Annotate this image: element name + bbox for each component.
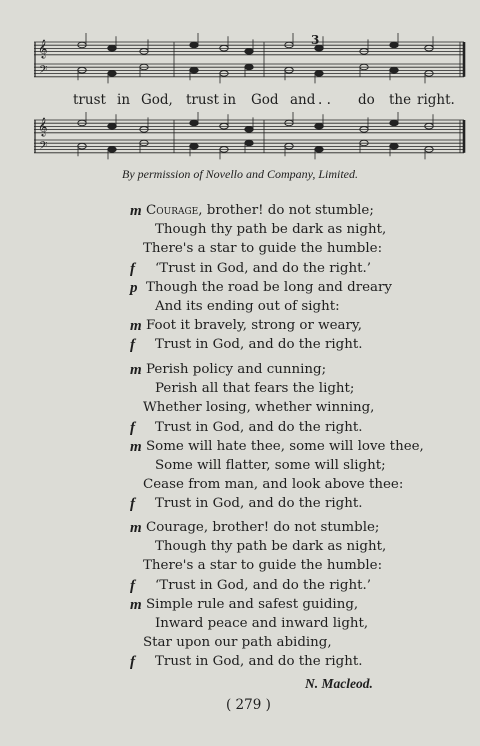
verse-line	[155, 539, 386, 555]
notehead	[245, 127, 253, 133]
verse-line	[155, 458, 386, 474]
measure-number: 3	[311, 33, 320, 47]
verse-line	[155, 616, 368, 632]
notehead	[245, 140, 253, 146]
verse-text: Though the road be long and dreary	[146, 280, 392, 295]
notehead	[108, 45, 116, 51]
lyric-word: . .	[318, 92, 331, 108]
bass-clef-icon: 𝄢	[39, 64, 48, 79]
verse-line	[155, 381, 354, 397]
verse-text: Whether losing, whether winning,	[143, 400, 375, 415]
lyric-word: in	[117, 92, 131, 108]
verse-line	[146, 203, 374, 219]
verse-line	[155, 578, 371, 594]
dynamic-mark: f	[130, 420, 135, 436]
verse-text: Cease from man, and look above thee:	[143, 477, 404, 492]
dynamic-mark: f	[130, 496, 135, 512]
dynamic-mark: m	[130, 520, 142, 536]
verse-text: Some will hate thee, some will love thee,	[146, 439, 424, 454]
verse-line	[155, 222, 386, 238]
verse-text: Star upon our path abiding,	[143, 635, 332, 650]
notehead	[190, 42, 198, 48]
verse-text: ‘Trust in God, and do the right.’	[155, 261, 372, 276]
verse-text: Some will flatter, some will slight;	[155, 458, 386, 473]
lyric-word: and	[290, 92, 316, 108]
notehead	[108, 123, 116, 129]
verse-text: There's a star to guide the humble:	[143, 558, 383, 573]
notehead	[315, 147, 323, 153]
verse-text: Foot it bravely, strong or weary,	[146, 318, 362, 333]
verse-text: And its ending out of sight:	[155, 299, 340, 314]
lyric-word: trust	[73, 92, 106, 108]
dynamic-mark: m	[130, 318, 142, 334]
verse-line	[155, 654, 363, 670]
verse-line	[146, 439, 424, 455]
lyric-word: do	[358, 92, 375, 108]
notehead	[245, 64, 253, 70]
verse-line	[143, 635, 332, 651]
verse-line	[155, 496, 363, 512]
notehead	[390, 120, 398, 126]
verse-text: brother! do not stumble;	[202, 203, 374, 218]
treble-clef-icon: 𝄞	[38, 117, 48, 136]
verse-text: Trust in God, and do the right.	[155, 654, 363, 669]
lyric-word: trust	[186, 92, 219, 108]
verse-text: Trust in God, and do the right.	[155, 496, 363, 511]
dynamic-mark: m	[130, 439, 142, 455]
music-staff-upper	[34, 30, 468, 90]
bass-clef-icon: 𝄢	[39, 140, 48, 155]
notehead	[190, 120, 198, 126]
verse-text: Though thy path be dark as night,	[155, 222, 387, 237]
verse-text: Courage, brother! do not stumble;	[146, 520, 380, 535]
verse-line	[155, 337, 363, 353]
notehead	[390, 67, 398, 73]
dynamic-mark: f	[130, 654, 135, 670]
verse-line	[146, 318, 362, 334]
lyric-word: right.	[417, 92, 455, 108]
verse-text: Though thy path be dark as night,	[155, 539, 387, 554]
lyric-word: the	[389, 92, 412, 108]
notehead	[108, 71, 116, 77]
music-staff-lower	[34, 112, 468, 164]
verse-line	[146, 362, 326, 378]
dynamic-mark: f	[130, 261, 135, 277]
permission-note: By permission of Novello and Company, Limited.	[122, 167, 358, 181]
verse-line	[143, 477, 403, 493]
notehead	[108, 147, 116, 153]
notehead	[390, 42, 398, 48]
verse-text: Trust in God, and do the right.	[155, 337, 363, 352]
author-credit: N. Macleod.	[305, 676, 373, 691]
verse-line	[155, 261, 371, 277]
notehead	[190, 143, 198, 149]
verse-text: Trust in God, and do the right.	[155, 420, 363, 435]
verse-text: Perish all that fears the light;	[155, 381, 355, 396]
notehead	[245, 49, 253, 55]
lyric-word: God,	[141, 92, 173, 108]
verse-line	[143, 558, 382, 574]
treble-clef-icon: 𝄞	[38, 39, 48, 58]
notehead	[190, 67, 198, 73]
verse-line	[146, 520, 379, 536]
dynamic-mark: f	[130, 337, 135, 353]
notehead	[315, 123, 323, 129]
verse-opening-word: Courage,	[146, 203, 203, 218]
verse-text: Simple rule and safest guiding,	[146, 597, 359, 612]
dynamic-mark: m	[130, 597, 142, 613]
verse-line	[146, 597, 358, 613]
verse-text: ‘Trust in God, and do the right.’	[155, 578, 372, 593]
dynamic-mark: f	[130, 578, 135, 594]
verse-line	[155, 299, 340, 315]
lyric-word: God	[251, 92, 279, 108]
notehead	[390, 143, 398, 149]
verse-text: Perish policy and cunning;	[146, 362, 327, 377]
verse-text: Inward peace and inward light,	[155, 616, 369, 631]
verse-text: There's a star to guide the humble:	[143, 241, 383, 256]
verse-line	[155, 420, 363, 436]
dynamic-mark: m	[130, 203, 142, 219]
notehead	[315, 71, 323, 77]
verse-line	[146, 280, 392, 296]
dynamic-mark: p	[130, 280, 138, 296]
lyric-word: in	[223, 92, 237, 108]
verse-line	[143, 241, 382, 257]
dynamic-mark: m	[130, 362, 142, 378]
page-number: ( 279 )	[226, 697, 271, 713]
verse-line	[143, 400, 374, 416]
